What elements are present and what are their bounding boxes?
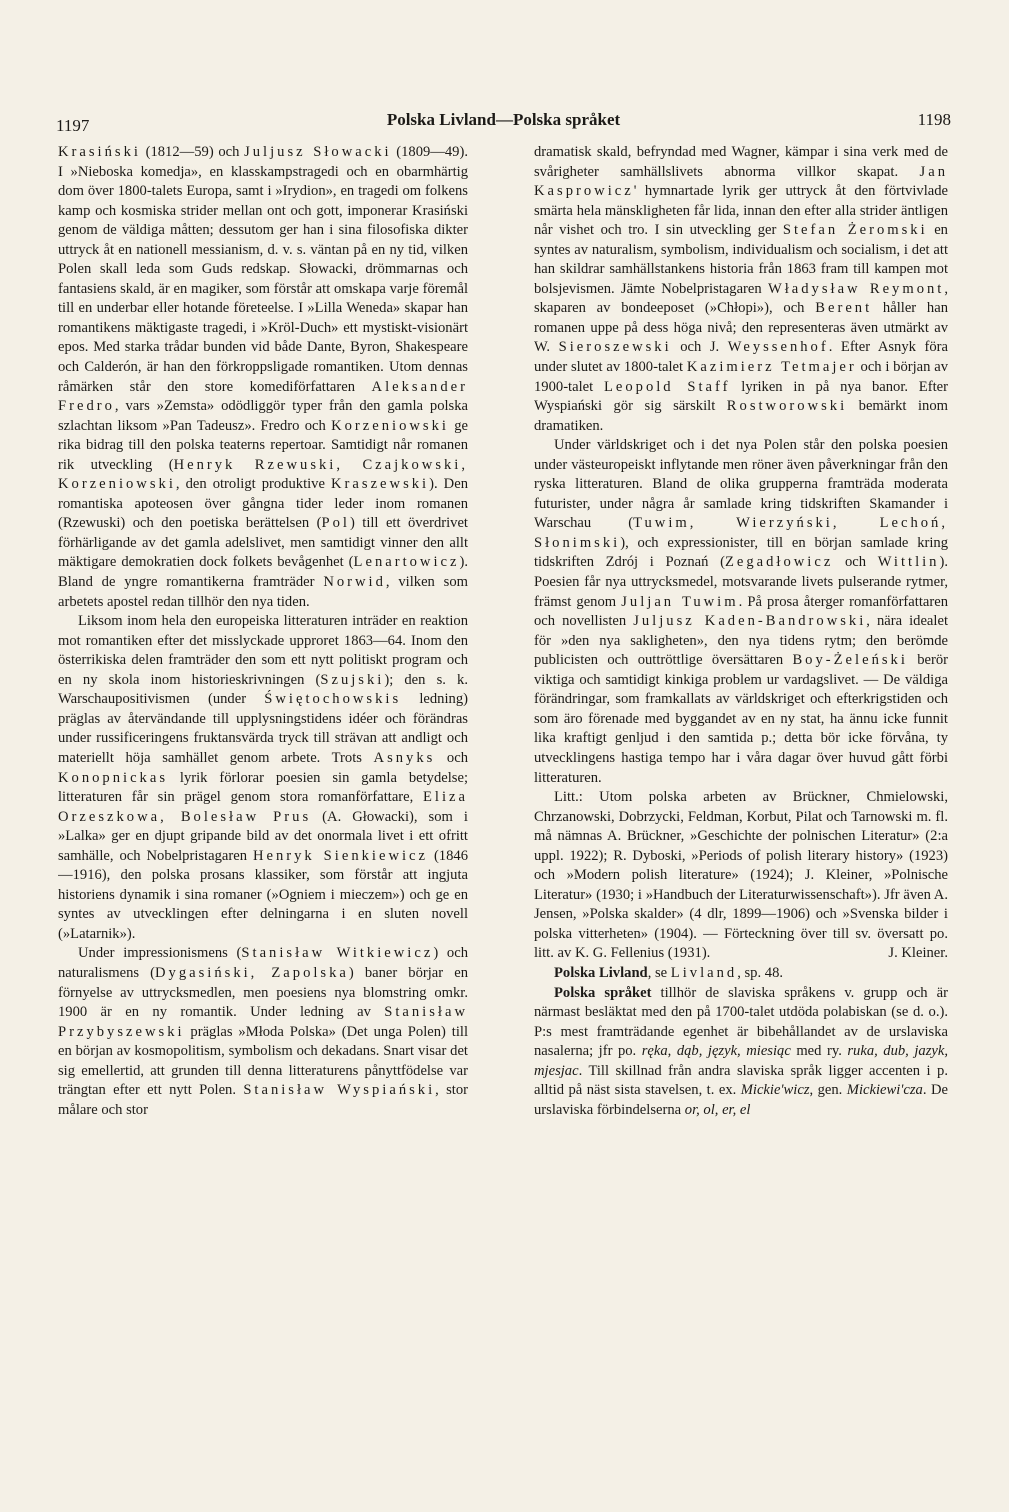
- russian-examples: ruka, dub, jazyk, mjesjac: [534, 1043, 948, 1079]
- name-kasprowicz: Jan Kasprowicz: [534, 163, 948, 200]
- name-pol: Pol: [321, 515, 350, 532]
- name-sieroszewski: Sieroszewski: [558, 339, 672, 356]
- name-rostworowski: Rostworowski: [726, 398, 848, 415]
- paragraph-literature: Litt.: Utom polska arbeten av Brückner, Chmielowski, Chrzanowski, Dobrzycki, Feldman, Korbut, Pilat och Tarnowski m. fl. må nämnas A. Brückner, »Geschichte der polnischen Literatur» (2:a uppl. 1922); R. Dyboski, »Periods of polish literary history» (1923) och »Modern polish literature» (1924); J. Kleiner, »Polnische Literatur» (1930; i »Handbuch der Literaturwissenschaft»). Jfr även A. Jensen, »Polska skalder» (4 dlr, 1899—1906) och »Svenska bilder i polska vitterheten» (1904). — Förteckning över till sv. översatt po. litt. av K. G. Fellenius (1931). J. Kleiner.: [534, 788, 948, 964]
- name-konopnicka: Konopnickas: [58, 769, 169, 786]
- name-tetmajer: Kazimierz Tetmajer: [686, 359, 857, 376]
- name-szujski: Szujski: [320, 671, 385, 688]
- paragraph-young-poland: dramatisk skald, befryndad med Wagner, kämpar i sina verk med de svårigheter samhällslivets abnorma villkor skapat. Jan Kasprowicz' hymnartade lyrik ger uttryck åt den förtvivlade smärta hela mänskligheten får lida, innan den efter alla strider äntligen når vishet och tro. I sin utveckling ger Stefan Żeromski en syntes av naturalism, symbolism, individualism och socialism, i det att han skildrar samhällstankens historia från 1863 fram till kampen mot bolsjevismen. Jämte Nobelpristagaren Władysław Reymont, skaparen av bondeeposet (»Chłopi»), och Berent håller han romanen uppe på dess höga nivå; den representeras även utmärkt av W. Sieroszewski och J. Weyssenhof. Efter Asnyk föra under slutet av 1800-talet Kazimierz Tetmajer och i början av 1900-talet Leopold Staff lyriken in på nya banor. Efter Wyspiański gör sig särskilt Rostworowski bemärkt inom dramatiken.: [534, 144, 948, 434]
- name-wittlin: Wittlin: [877, 554, 940, 571]
- names-skamander: Tuwim, Wierzyński, Lechoń, Słonimski: [534, 515, 948, 551]
- paragraph-impressionism: Under impressionismens (Stanisław Witkiewicz) och naturalismens (Dygasiński, Zapolska) baner börjar en förnyelse av uttrycksmedlen, men poesiens nya blomstring omkr. 1900 är en ny romantik. Under ledning av Stanisław Przybyszewski präglas »Młoda Polska» (Det unga Polen) till en början av kosmopolitism, symbolism och dekadans. Snart visar det sig emellertid, att grunden till denna litteraturens pånyttfödelse var trängtan efter ett nytt Polen. Stanisław Wyspiański, stor målare och stor: [58, 945, 468, 1118]
- paragraph-krasinski-slowacki: Krasiński (1812—59) och Juljusz Słowacki (1809—49). I »Nieboska komedja», en klasskampstragedi och en obarmhärtig dom över 1800-talets Europa, samt i »Irydion», en tragedi om folkens kamp och kosmiska strider mellan ont och gott, imponerar Krasiński genom de väldiga måtten; dessutom ger han i sina filosofiska dikter uttryck åt en nationell messianism, d. v. s. väntan på en ny tid, vilken Polen skall leda som Guds redskap. Słowacki, drömmarnas och fantasiens skald, är en magiker, som förstår att omskapa varje föremål till en underbar eller hotande företeelse. I »Lilla Weneda» skapar han romantikens mäktigaste tragedi, i »Kröl-Duch» ett mystiskt-visionärt epos. Med starka trådar bunden vid både Dante, Byron, Shakespeare och Calderón, är han den förkroppsligade romantiken. Utom dennas råmärken står den store komediförfattaren Aleksander Fredro, vars »Zemsta» odödliggör typer från den gamla polska szlachtan liksom »Pan Tadeusz». Fredro och Korzeniowski ge rika bidrag till den polska teaterns repertoar. Samtidigt når romanen rik utveckling (Henryk Rzewuski, Czajkowski, Korzeniowski, den otroligt produktive Kraszewski). Den romantiska apoteosen över gångna tider leder inom romanen (Rzewuski) och den poetiska berättelsen (Pol) till ett överdrivet förhärligande av det gamla adelslivet, men samtidigt vinner den allt mäktigare demokratien dock folkets bevågenhet (Lenartowicz). Bland de yngre romantikerna framträder Norwid, vilken som arbetets apostel redan tillhör den nya tiden.: [58, 144, 468, 610]
- accent-example-1: Mickie'wicz: [740, 1082, 810, 1099]
- name-zeromski: Stefan Żeromski: [782, 222, 928, 239]
- xref-livland: Livland: [670, 964, 738, 981]
- names-dygasinski-zapolska: Dygasiński, Zapolska: [155, 964, 349, 981]
- names-orzeszkowa-prus: Eliza Orzeszkowa, Bolesław Prus: [58, 789, 468, 825]
- name-krasinski: Krasiński: [58, 144, 141, 160]
- proto-slavic-groups: or, ol, er, el: [684, 1101, 751, 1118]
- name-fredro: Aleksander Fredro: [58, 378, 468, 415]
- name-staff: Leopold Staff: [603, 378, 731, 395]
- left-page-number: 1197: [56, 116, 90, 135]
- polish-examples: ręka, dąb, język, miesiąc: [641, 1043, 791, 1060]
- name-przybyszewski: Stanisław Przybyszewski: [58, 1004, 468, 1040]
- entry-polska-livland: Polska Livland, se Livland, sp. 48.: [554, 964, 784, 981]
- name-lenartowicz: Lenartowicz: [353, 554, 460, 571]
- name-slowacki: Juljusz Słowacki: [244, 144, 392, 160]
- right-page-number: 1198: [917, 110, 951, 129]
- name-wyspianski: Stanisław Wyspiański: [243, 1082, 436, 1099]
- name-swietochowski: Świętochowskis: [264, 691, 402, 708]
- name-korzeniowski: Korzeniowski: [331, 417, 449, 434]
- name-boy-zelenski: Boy-Żeleński: [792, 652, 908, 669]
- paragraph-positivism: Liksom inom hela den europeiska litteraturen inträder en reaktion mot romantiken efter det misslyckade upproret 1863—64. Inom den österrikiska delen framträder den som ett nytt politiskt program och en ny skola inom historieskrivningen (Szujski); den s. k. Warschaupositivismen (under Świętochowskis ledning) präglas av återvändande till upplysningstidens idéer och förändras under russificeringens fruktansvärda tryck till strävan att andligt och materiellt höja samhället genom arbete. Trots Asnyks och Konopnickas lyrik förlorar poesien sin gamla betydelse; litteraturen får sin prägel genom stora romanförfattare, Eliza Orzeszkowa, Bolesław Prus (A. Głowacki), som i »Lalka» ger en djupt gripande bild av det onormala livet i ett ofritt samhälle, och Nobelpristagaren Henryk Sienkiewicz (1846—1916), den polska prosans klassiker, som förstår att ingjuta historiens dynamik i sina romaner (»Ogniem i mieczem») och ge en syntes av utvecklingen efter delningarna i en sluten novell (»Latarnik»).: [58, 613, 468, 942]
- name-sienkiewicz: Henryk Sienkiewicz: [252, 847, 428, 864]
- name-kraszewski: Kraszewski: [331, 476, 430, 493]
- running-title: Polska Livland—Polska språket: [386, 110, 621, 129]
- paragraph-interwar: Under världskriget och i det nya Polen står den polska poesien under västeuropeiskt inflytande men röner även påverkningar från den ryska litteraturen. Bland de olika grupperna framträda moderata futurister, under några år samlade kring tidskriften Skamander i Warschau (Tuwim, Wierzyński, Lechoń, Słonimski), och expressionister, till en början samlade kring tidskriften Zdrój i Poznań (Zegadłowicz och Wittlin). Poesien får nya uttrycksmedel, motsvarande livets pulserande rytmer, främst genom Juljan Tuwim. På prosa återger romanförfattaren och novellisten Juljusz Kaden-Bandrowski, nära idealet för »den nya sakligheten», den nya tidens rytm; den berömde publicisten och outtröttlige översättaren Boy-Żeleński berör viktiga och samtidigt kinkiga problem ur vardagslivet. — De väldiga förändringar, som framkallats av världskriget och efterkrigstiden och som äro förenade med byggandet av en ny stat, ha ännu icke funnit lika kraftigt genljud i den samtida p.; detta bör icke förvåna, ty utvecklingens hastiga tempo har i våra dagar över huvud gått förbi litteraturen.: [534, 437, 948, 786]
- name-norwid: Norwid: [323, 574, 386, 591]
- names-novelists: Henryk Rzewuski, Czajkowski, Korzeniowski: [58, 456, 468, 493]
- headword-polska-livland: Polska Livland: [554, 964, 648, 981]
- name-reymont: Władysław Reymont: [767, 280, 945, 297]
- name-witkiewicz: Stanisław Witkiewicz: [241, 945, 434, 962]
- name-kaden-bandrowski: Juljusz Kaden-Bandrowski: [633, 613, 867, 630]
- author-signature: J. Kleiner.: [888, 945, 948, 962]
- name-asnyk: Asnyks: [373, 749, 436, 766]
- name-tuwim: Juljan Tuwim: [621, 593, 739, 610]
- name-berent: Berent: [815, 300, 873, 317]
- page-header: [56, 106, 951, 136]
- left-column: [58, 143, 468, 1488]
- right-column: [534, 143, 948, 1488]
- accent-example-2: Mickiewi'cza: [846, 1082, 923, 1099]
- entry-polska-spraket: Polska språket tillhör de slaviska språkens v. grupp och är närmast besläktat med den på 1700-talet utdöda polabiskan (se d. o.). P:s mest framträdande egenhet är bibehållandet av de urslaviska nasalerna; jfr po. ręka, dąb, język, miesiąc med ry. ruka, dub, jazyk, mjesjac. Till skillnad från andra slaviska språk ligger accenten i p. alltid på näst sista stavelsen, t. ex. Mickie'wicz, gen. Mickiewi'cza. De urslaviska förbindelserna or, ol, er, el: [534, 984, 948, 1118]
- headword-polska-spraket: Polska språket: [554, 984, 652, 1001]
- name-zegadlowicz: Zegadłowicz: [724, 554, 834, 571]
- name-weyssenhof: Weyssenhof: [727, 339, 829, 356]
